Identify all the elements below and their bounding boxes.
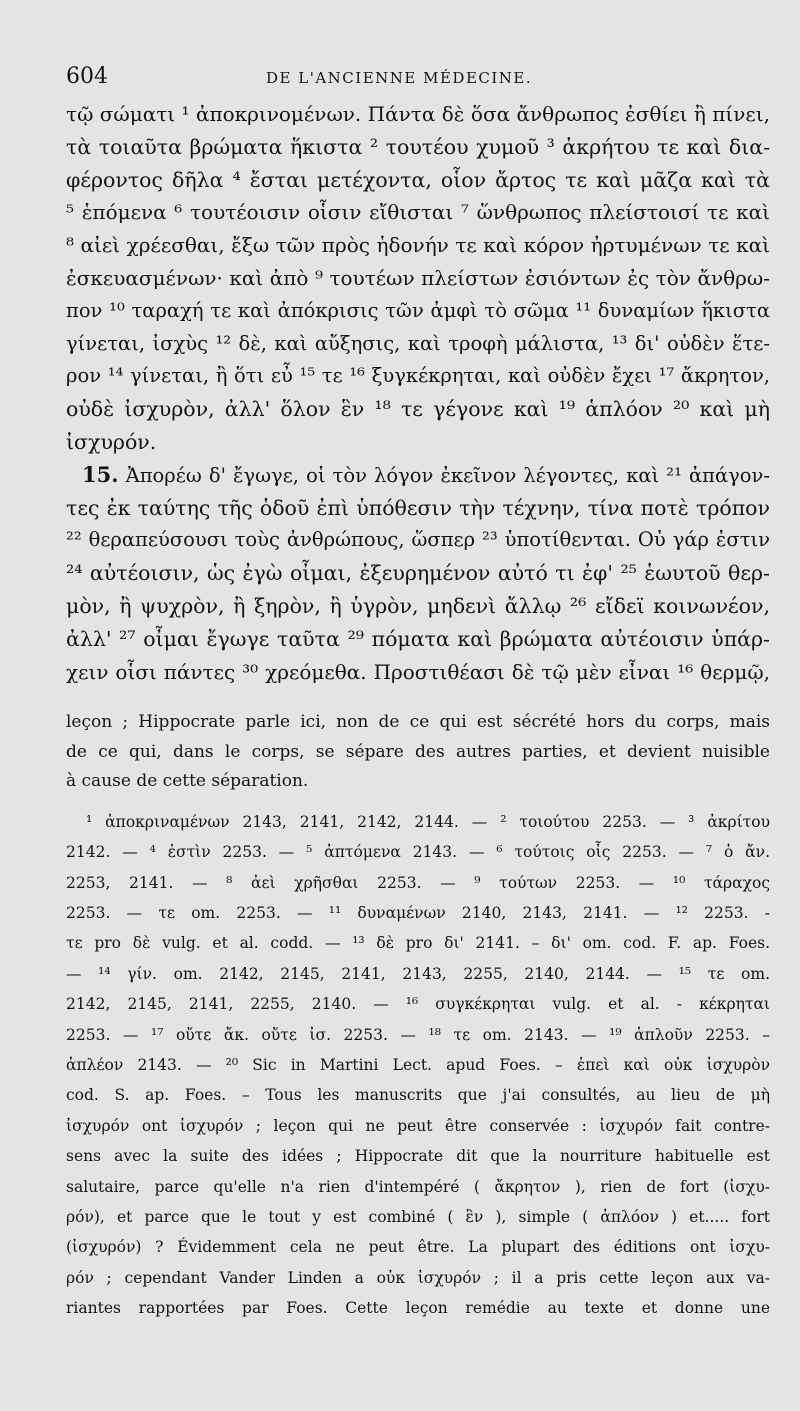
running-head [66, 64, 770, 98]
footnote-line: riantes rapportées par Foes. Cette leçon remédie au texte et donne une [66, 1299, 770, 1318]
footnote-line: cod. S. ap. Foes. – Tous les manuscrits que j'ai consultés, au lieu de μὴ [66, 1086, 770, 1105]
footnote-line: ¹ ἀποκριναμένων 2143, 2141, 2142, 2144. — ² τοιούτου 2253. — ³ ἀκρίτου [86, 812, 770, 831]
running-title: DE L'ANCIENNE MÉDECINE. [266, 69, 533, 87]
french-note-line: de ce qui, dans le corps, se sépare des autres parties, et devient nuisible [66, 741, 770, 762]
greek-line: τὰ τοιαῦτα βρώματα ἥκιστα ² τουτέου χυμοῦ ³ ἀκρήτου τε καὶ δια- [66, 134, 770, 159]
footnote-line: ἁπλέον 2143. — ²⁰ Sic in Martini Lect. apud Foes. – ἐπεὶ καὶ οὐκ ἰσχυρὸν [66, 1055, 770, 1074]
greek-line: ⁸ αἰεὶ χρέεσθαι, ἔξω τῶν πρὸς ἡδονήν τε καὶ κόρον ἠρτυμένων τε καὶ [66, 233, 770, 258]
section-line: ²² θεραπεύσουσι τοὺς ἀνθρώπους, ὥσπερ ²³ ὑποτίθενται. Οὐ γάρ ἐστιν [66, 528, 770, 552]
french-note [66, 708, 770, 797]
greek-line: ⁵ ἑπόμενα ⁶ τουτέοισιν οἷσιν εἴθισται ⁷ ὥνθρωπος πλείστοισί τε καὶ [66, 200, 770, 225]
section-line: ²⁴ αὐτέοισιν, ὡς ἐγὼ οἶμαι, ἐξευρημένον αὐτό τι ἐφ' ²⁵ ἑωυτοῦ θερ- [66, 561, 770, 586]
footnote-line: ρόν), et parce que le tout y est combiné ( ἓν ), simple ( ἁπλόον ) et..... fort [66, 1207, 770, 1226]
footnote-line: ἰσχυρόν ont ἰσχυρόν ; leçon qui ne peut être conservée : ἰσχυρόν fait contre- [66, 1116, 770, 1135]
greek-main-text [66, 98, 770, 688]
section-line: τες ἐκ ταύτης τῆς ὁδοῦ ἐπὶ ὑπόθεσιν τὴν τέχνην, τίνα ποτὲ τρόπον [66, 495, 770, 520]
greek-line: τῷ σώματι ¹ ἀποκρινομένων. Πάντα δὲ ὅσα ἄνθρωπος ἐσθίει ἢ πίνει, [66, 102, 770, 126]
french-note-line: à cause de cette séparation. [66, 771, 309, 792]
footnotes [66, 807, 770, 1324]
footnote-line: sens avec la suite des idées ; Hippocrate dit que la nourriture habituelle est [66, 1147, 770, 1166]
section-line: ἀλλ' ²⁷ οἶμαι ἔγωγε ταῦτα ²⁹ πόματα καὶ βρώματα αὐτέοισιν ὑπάρ- [66, 626, 770, 651]
greek-line: ἐσκευασμένων· καὶ ἀπὸ ⁹ τουτέων πλείστων ἐσιόντων ἐς τὸν ἄνθρω- [66, 265, 770, 290]
section-line: χειν οἷσι πάντες ³⁰ χρεόμεθα. Προστιθέασι δὲ τῷ μὲν εἶναι ¹⁶ θερμῷ, [66, 659, 770, 684]
french-note-line: leçon ; Hippocrate parle ici, non de ce qui est sécrété hors du corps, mais [66, 712, 770, 733]
greek-line: ἰσχυρόν. [66, 429, 157, 454]
footnote-line: 2253. — τε om. 2253. — ¹¹ δυναμένων 2140, 2143, 2141. — ¹² 2253. - [66, 904, 770, 923]
section-first-line [66, 459, 770, 492]
footnote-line: 2142. — ⁴ ἐστὶν 2253. — ⁵ ἀπτόμενα 2143. — ⁶ τούτοις οἷς 2253. — ⁷ ὁ ἄν. [66, 843, 770, 862]
footnote-line: τε pro δὲ vulg. et al. codd. — ¹³ δὲ pro δι' 2141. – δι' om. cod. F. ap. Foes. [66, 934, 770, 953]
footnote-line: 2253. — ¹⁷ οὔτε ἄκ. οὔτε ἰσ. 2253. — ¹⁸ τε om. 2143. — ¹⁹ ἁπλοῦν 2253. – [66, 1025, 770, 1044]
page-number: 604 [66, 64, 108, 89]
footnote-line: 2142, 2145, 2141, 2255, 2140. — ¹⁶ συγκέκρηται vulg. et al. - κέκρηται [66, 995, 770, 1014]
footnote-line: (ἰσχυρόν) ? Évidemment cela ne peut être. La plupart des éditions ont ἰσχυ- [66, 1238, 770, 1257]
footnote-line: ρόν ; cependant Vander Linden a οὐκ ἰσχυρόν ; il a pris cette leçon aux va- [66, 1268, 770, 1287]
greek-line: φέροντος δῆλα ⁴ ἔσται μετέχοντα, οἷον ἄρτος τε καὶ μᾶζα καὶ τὰ [66, 167, 770, 192]
section-line: μὸν, ἢ ψυχρὸν, ἢ ξηρὸν, ἢ ὑγρὸν, μηδενὶ ἄλλῳ ²⁶ εἴδεϊ κοινωνέον, [66, 593, 770, 618]
footnote-line: — ¹⁴ γίν. om. 2142, 2145, 2141, 2143, 2255, 2140, 2144. — ¹⁵ τε om. [66, 964, 770, 983]
footnote-line: salutaire, parce qu'elle n'a rien d'intempéré ( ἄκρητον ), rien de fort (ἰσχυ- [66, 1177, 770, 1196]
section-number: 15. [82, 461, 119, 487]
footnote-line: 2253, 2141. — ⁸ ἀεὶ χρῆσθαι 2253. — ⁹ τούτων 2253. — ¹⁰ τάραχος [66, 873, 770, 892]
greek-line: πον ¹⁰ ταραχή τε καὶ ἀπόκρισις τῶν ἀμφὶ τὸ σῶμα ¹¹ δυναμίων ἥκιστα [66, 298, 770, 322]
greek-line: οὐδὲ ἰσχυρὸν, ἀλλ' ὅλον ἓν ¹⁸ τε γέγονε καὶ ¹⁹ ἁπλόον ²⁰ καὶ μὴ [66, 397, 770, 422]
greek-line: ρον ¹⁴ γίνεται, ἢ ὅτι εὖ ¹⁵ τε ¹⁶ ξυγκέκρηται, καὶ οὐδὲν ἔχει ¹⁷ ἄκρητον, [66, 364, 770, 388]
section-line-text: Ἀπορέω δ' ἔγωγε, οἱ τὸν λόγον ἐκεῖνον λέγοντες, καὶ ²¹ ἀπάγον- [125, 463, 770, 487]
greek-line: γίνεται, ἰσχὺς ¹² δὲ, καὶ αὔξησις, καὶ τροφὴ μάλιστα, ¹³ δι' οὐδὲν ἕτε- [66, 331, 770, 355]
